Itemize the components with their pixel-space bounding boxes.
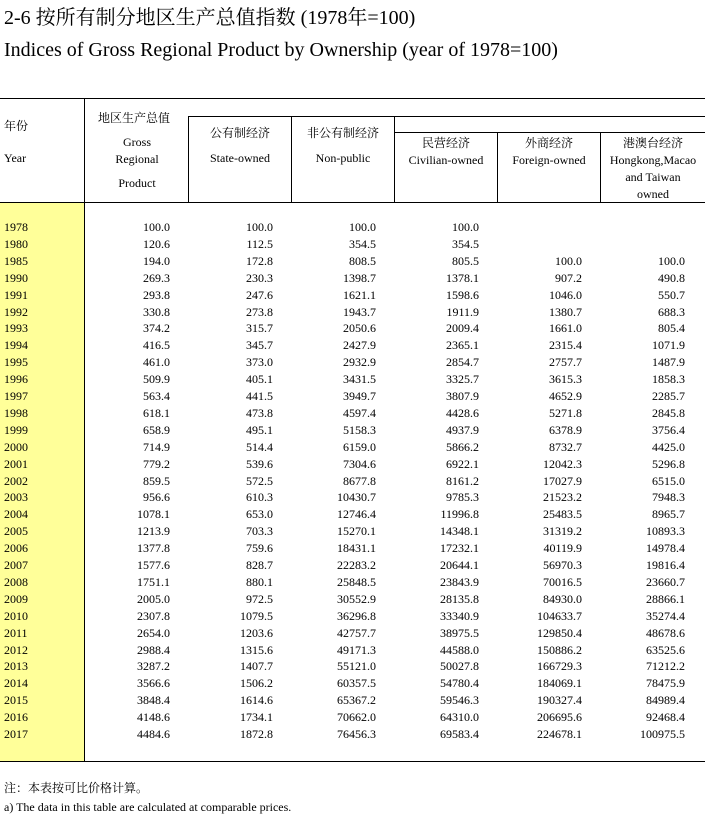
row-year: 2011 (4, 625, 28, 640)
row-year: 1996 (4, 372, 28, 387)
cell-hmt-owned: 71212.2 (646, 659, 685, 674)
cell-hmt-owned: 100975.5 (640, 727, 685, 741)
cell-non-public: 1398.7 (343, 270, 376, 285)
cell-state-owned: 441.5 (246, 389, 273, 403)
cell-state-owned: 514.4 (246, 439, 273, 454)
cell-foreign-owned: 1661.0 (549, 321, 582, 336)
cell-foreign-owned: 84930.0 (543, 591, 582, 606)
cell-civilian-owned: 14348.1 (440, 524, 479, 539)
cell-hmt-owned: 19816.4 (646, 558, 685, 572)
cell-state-owned: 610.3 (246, 490, 273, 505)
cell-state-owned: 759.6 (246, 541, 273, 556)
header-foreign-cn: 外商经济 (524, 136, 573, 150)
cell-grp: 194.0 (143, 253, 170, 268)
cell-civilian-owned: 20644.1 (440, 558, 479, 572)
header-subgroup-line (394, 132, 705, 133)
cell-civilian-owned: 28135.8 (440, 591, 479, 606)
cell-state-owned: 172.8 (246, 253, 273, 268)
cell-grp: 374.2 (143, 321, 170, 336)
cell-civilian-owned: 33340.9 (440, 608, 479, 623)
cell-civilian-owned: 11996.8 (440, 507, 479, 522)
row-year: 2013 (4, 659, 28, 674)
cell-grp: 1751.1 (137, 574, 170, 589)
cell-foreign-owned: 2757.7 (549, 355, 582, 370)
cell-grp: 2988.4 (137, 642, 170, 657)
cell-state-owned: 1872.8 (240, 727, 273, 741)
row-year: 1997 (4, 389, 28, 403)
header-separator (84, 98, 85, 202)
cell-state-owned: 1734.1 (240, 710, 273, 725)
cell-state-owned: 1203.6 (240, 625, 273, 640)
cell-non-public: 5158.3 (343, 422, 376, 437)
cell-civilian-owned: 59546.3 (440, 693, 479, 708)
cell-civilian-owned: 23843.9 (440, 574, 479, 589)
cell-foreign-owned: 190327.4 (537, 693, 582, 708)
cell-civilian-owned: 64310.0 (440, 710, 479, 725)
cell-civilian-owned: 44588.0 (440, 642, 479, 657)
cell-state-owned: 273.8 (246, 304, 273, 319)
header-nonpublic (292, 125, 394, 167)
cell-grp: 3287.2 (137, 659, 170, 674)
cell-grp: 293.8 (143, 287, 170, 302)
cell-grp: 1078.1 (137, 507, 170, 522)
header-grp-cn: 地区生产总值 (98, 111, 171, 125)
cell-non-public: 7304.6 (343, 456, 376, 471)
cell-civilian-owned: 2365.1 (446, 338, 479, 353)
cell-foreign-owned: 3615.3 (549, 372, 582, 387)
cell-foreign-owned: 8732.7 (549, 439, 582, 454)
cell-civilian-owned: 100.0 (452, 220, 479, 234)
table-top-rule (0, 98, 705, 99)
cell-state-owned: 315.7 (246, 321, 273, 336)
cell-non-public: 2050.6 (343, 321, 376, 336)
cell-hmt-owned: 28866.1 (646, 591, 685, 606)
cell-grp: 956.6 (143, 490, 170, 505)
cell-foreign-owned: 21523.2 (543, 490, 582, 505)
cell-grp: 3566.6 (137, 676, 170, 691)
header-nonpublic-cn: 非公有制经济 (306, 126, 379, 140)
cell-foreign-owned: 5271.8 (549, 405, 582, 420)
cell-state-owned: 473.8 (246, 405, 273, 420)
cell-hmt-owned: 1858.3 (652, 372, 685, 387)
header-hmt-en-line1: Hongkong,Macao (609, 153, 697, 167)
cell-non-public: 6159.0 (343, 439, 376, 454)
cell-hmt-owned: 1487.9 (652, 355, 685, 370)
cell-state-owned: 230.3 (246, 270, 273, 285)
cell-foreign-owned: 166729.3 (537, 659, 582, 674)
cell-non-public: 36296.8 (337, 608, 376, 623)
cell-foreign-owned: 31319.2 (543, 524, 582, 539)
cell-foreign-owned: 224678.1 (537, 727, 582, 741)
cell-state-owned: 247.6 (246, 287, 273, 302)
cell-hmt-owned: 63525.6 (646, 642, 685, 657)
cell-non-public: 76456.3 (337, 727, 376, 741)
cell-grp: 3848.4 (137, 693, 170, 708)
cell-foreign-owned: 4652.9 (549, 389, 582, 403)
cell-non-public: 10430.7 (337, 490, 376, 505)
header-grp-en-line3: Product (118, 176, 156, 190)
cell-non-public: 1943.7 (343, 304, 376, 319)
header-state-cn: 公有制经济 (209, 126, 270, 140)
footnote-chinese: 注：本表按可比价格计算。 (4, 781, 149, 795)
row-year: 1999 (4, 422, 28, 437)
cell-grp: 779.2 (143, 456, 170, 471)
cell-civilian-owned: 69583.4 (440, 727, 479, 741)
cell-hmt-owned: 84989.4 (646, 693, 685, 708)
cell-state-owned: 653.0 (246, 507, 273, 522)
row-year: 1998 (4, 405, 28, 420)
cell-non-public: 3431.5 (343, 372, 376, 387)
row-year: 2007 (4, 558, 28, 572)
cell-grp: 714.9 (143, 439, 170, 454)
cell-state-owned: 495.1 (246, 422, 273, 437)
cell-non-public: 22283.2 (337, 558, 376, 572)
cell-state-owned: 345.7 (246, 338, 273, 353)
row-year: 2012 (4, 642, 28, 657)
cell-non-public: 60357.5 (337, 676, 376, 691)
row-year: 2010 (4, 608, 28, 623)
cell-grp: 658.9 (143, 422, 170, 437)
row-year: 1995 (4, 355, 28, 370)
header-nonpublic-en: Non-public (315, 151, 371, 165)
cell-non-public: 42757.7 (337, 625, 376, 640)
cell-state-owned: 112.5 (246, 236, 273, 251)
cell-hmt-owned: 10893.3 (646, 524, 685, 539)
row-year: 2000 (4, 439, 28, 454)
cell-foreign-owned: 25483.5 (543, 507, 582, 522)
cell-hmt-owned: 2845.8 (652, 405, 685, 420)
cell-civilian-owned: 5866.2 (446, 439, 479, 454)
cell-civilian-owned: 38975.5 (440, 625, 479, 640)
cell-non-public: 808.5 (349, 253, 376, 268)
cell-hmt-owned: 100.0 (658, 253, 685, 268)
row-year: 2008 (4, 574, 28, 589)
row-year: 1990 (4, 270, 28, 285)
row-year: 2014 (4, 676, 28, 691)
cell-hmt-owned: 48678.6 (646, 625, 685, 640)
cell-civilian-owned: 1598.6 (446, 287, 479, 302)
cell-civilian-owned: 54780.4 (440, 676, 479, 691)
header-grp-en-line1: Gross (122, 135, 151, 149)
cell-foreign-owned: 150886.2 (537, 642, 582, 657)
cell-civilian-owned: 6922.1 (446, 456, 479, 471)
cell-grp: 2654.0 (137, 625, 170, 640)
cell-non-public: 100.0 (349, 220, 376, 234)
cell-state-owned: 1315.6 (240, 642, 273, 657)
row-year: 2015 (4, 693, 28, 708)
cell-foreign-owned: 40119.9 (543, 541, 582, 556)
cell-non-public: 4597.4 (343, 405, 376, 420)
row-year: 2017 (4, 727, 28, 741)
cell-civilian-owned: 9785.3 (446, 490, 479, 505)
cell-foreign-owned: 17027.9 (543, 473, 582, 488)
cell-state-owned: 1506.2 (240, 676, 273, 691)
cell-state-owned: 373.0 (246, 355, 273, 370)
cell-hmt-owned: 490.8 (658, 270, 685, 285)
cell-grp: 859.5 (143, 473, 170, 488)
cell-state-owned: 828.7 (246, 558, 273, 572)
cell-state-owned: 1407.7 (240, 659, 273, 674)
row-year: 1993 (4, 321, 28, 336)
cell-non-public: 55121.0 (337, 659, 376, 674)
data-table (0, 98, 705, 762)
table-title-english: Indices of Gross Regional Product by Ownership (year of 1978=100) (4, 39, 558, 61)
cell-non-public: 15270.1 (337, 524, 376, 539)
cell-hmt-owned: 1071.9 (652, 338, 685, 353)
cell-civilian-owned: 1378.1 (446, 270, 479, 285)
cell-grp: 100.0 (143, 220, 170, 234)
cell-foreign-owned: 6378.9 (549, 422, 582, 437)
header-foreign (498, 135, 600, 169)
row-year: 2006 (4, 541, 28, 556)
row-year: 2003 (4, 490, 28, 505)
cell-grp: 2307.8 (137, 608, 170, 623)
cell-hmt-owned: 5296.8 (652, 456, 685, 471)
cell-non-public: 2427.9 (343, 338, 376, 353)
cell-foreign-owned: 56970.3 (543, 558, 582, 572)
cell-state-owned: 100.0 (246, 220, 273, 234)
cell-foreign-owned: 104633.7 (537, 608, 582, 623)
cell-non-public: 1621.1 (343, 287, 376, 302)
cell-non-public: 25848.5 (337, 574, 376, 589)
row-year: 2005 (4, 524, 28, 539)
cell-grp: 269.3 (143, 270, 170, 285)
header-year-cn: 年份 (4, 119, 29, 133)
header-year-en: Year (4, 151, 27, 165)
row-year: 2016 (4, 710, 28, 725)
cell-grp: 509.9 (143, 372, 170, 387)
cell-civilian-owned: 8161.2 (446, 473, 479, 488)
cell-grp: 120.6 (143, 236, 170, 251)
row-year: 2002 (4, 473, 28, 488)
cell-civilian-owned: 805.5 (452, 253, 479, 268)
cell-non-public: 8677.8 (343, 473, 376, 488)
cell-state-owned: 972.5 (246, 591, 273, 606)
cell-civilian-owned: 50027.8 (440, 659, 479, 674)
row-year: 1980 (4, 236, 28, 251)
cell-state-owned: 1079.5 (240, 608, 273, 623)
header-hmt (601, 135, 705, 203)
cell-civilian-owned: 2854.7 (446, 355, 479, 370)
cell-state-owned: 880.1 (246, 574, 273, 589)
cell-hmt-owned: 3756.4 (652, 422, 685, 437)
row-year: 1978 (4, 220, 28, 234)
header-civilian (395, 135, 497, 169)
header-grp-en-line2: Regional (115, 152, 159, 166)
cell-hmt-owned: 35274.4 (646, 608, 685, 623)
cell-non-public: 49171.3 (337, 642, 376, 657)
cell-grp: 1213.9 (137, 524, 170, 539)
cell-grp: 2005.0 (137, 591, 170, 606)
cell-state-owned: 1614.6 (240, 693, 273, 708)
header-civilian-cn: 民营经济 (421, 136, 470, 150)
row-year: 1991 (4, 287, 28, 302)
header-hmt-en-line2: and Taiwan (625, 170, 681, 184)
row-year: 2001 (4, 456, 28, 471)
cell-state-owned: 572.5 (246, 473, 273, 488)
cell-grp: 461.0 (143, 355, 170, 370)
row-year: 1994 (4, 338, 28, 353)
header-state-en: State-owned (210, 151, 270, 165)
cell-grp: 1577.6 (137, 558, 170, 572)
cell-foreign-owned: 1380.7 (549, 304, 582, 319)
cell-non-public: 2932.9 (343, 355, 376, 370)
cell-foreign-owned: 129850.4 (537, 625, 582, 640)
cell-hmt-owned: 4425.0 (652, 439, 685, 454)
cell-non-public: 12746.4 (337, 507, 376, 522)
cell-grp: 330.8 (143, 304, 170, 319)
cell-hmt-owned: 805.4 (658, 321, 685, 336)
header-state (189, 125, 291, 167)
cell-hmt-owned: 550.7 (658, 287, 685, 302)
cell-civilian-owned: 4937.9 (446, 422, 479, 437)
row-year: 1992 (4, 304, 28, 319)
header-foreign-en: Foreign-owned (512, 153, 586, 167)
cell-hmt-owned: 92468.4 (646, 710, 685, 725)
cell-grp: 4484.6 (137, 727, 170, 741)
cell-hmt-owned: 6515.0 (652, 473, 685, 488)
cell-state-owned: 539.6 (246, 456, 273, 471)
cell-hmt-owned: 78475.9 (646, 676, 685, 691)
cell-hmt-owned: 7948.3 (652, 490, 685, 505)
cell-foreign-owned: 184069.1 (537, 676, 582, 691)
cell-hmt-owned: 2285.7 (652, 389, 685, 403)
cell-civilian-owned: 4428.6 (446, 405, 479, 420)
cell-civilian-owned: 3807.9 (446, 389, 479, 403)
cell-civilian-owned: 354.5 (452, 236, 479, 251)
cell-grp: 563.4 (143, 389, 170, 403)
cell-grp: 1377.8 (137, 541, 170, 556)
cell-civilian-owned: 3325.7 (446, 372, 479, 387)
cell-foreign-owned: 907.2 (555, 270, 582, 285)
table-title-chinese: 2-6 按所有制分地区生产总值指数 (1978年=100) (4, 7, 416, 29)
header-group-line (188, 116, 705, 117)
cell-foreign-owned: 2315.4 (549, 338, 582, 353)
header-grp-en (86, 134, 188, 192)
header-civilian-en: Civilian-owned (408, 153, 484, 167)
cell-state-owned: 703.3 (246, 524, 273, 539)
row-year: 2004 (4, 507, 28, 522)
cell-civilian-owned: 2009.4 (446, 321, 479, 336)
cell-grp: 4148.6 (137, 710, 170, 725)
cell-foreign-owned: 70016.5 (543, 574, 582, 589)
cell-non-public: 3949.7 (343, 389, 376, 403)
cell-hmt-owned: 23660.7 (646, 574, 685, 589)
cell-state-owned: 405.1 (246, 372, 273, 387)
cell-civilian-owned: 17232.1 (440, 541, 479, 556)
cell-non-public: 18431.1 (337, 541, 376, 556)
cell-non-public: 65367.2 (337, 693, 376, 708)
cell-foreign-owned: 100.0 (555, 253, 582, 268)
cell-civilian-owned: 1911.9 (446, 304, 479, 319)
cell-hmt-owned: 688.3 (658, 304, 685, 319)
cell-grp: 618.1 (143, 405, 170, 420)
cell-hmt-owned: 8965.7 (652, 507, 685, 522)
header-hmt-en-line3: owned (637, 187, 669, 201)
header-hmt-cn: 港澳台经济 (622, 136, 683, 150)
table-bottom-rule (0, 761, 705, 762)
cell-foreign-owned: 12042.3 (543, 456, 582, 471)
cell-hmt-owned: 14978.4 (646, 541, 685, 556)
footnote-english: a) The data in this table are calculated at comparable prices. (4, 800, 292, 814)
cell-non-public: 354.5 (349, 236, 376, 251)
cell-foreign-owned: 206695.6 (537, 710, 582, 725)
cell-foreign-owned: 1046.0 (549, 287, 582, 302)
cell-grp: 416.5 (143, 338, 170, 353)
row-year: 2009 (4, 591, 28, 606)
row-year: 1985 (4, 253, 28, 268)
cell-non-public: 30552.9 (337, 591, 376, 606)
header-bottom-rule (0, 202, 705, 203)
cell-non-public: 70662.0 (337, 710, 376, 725)
